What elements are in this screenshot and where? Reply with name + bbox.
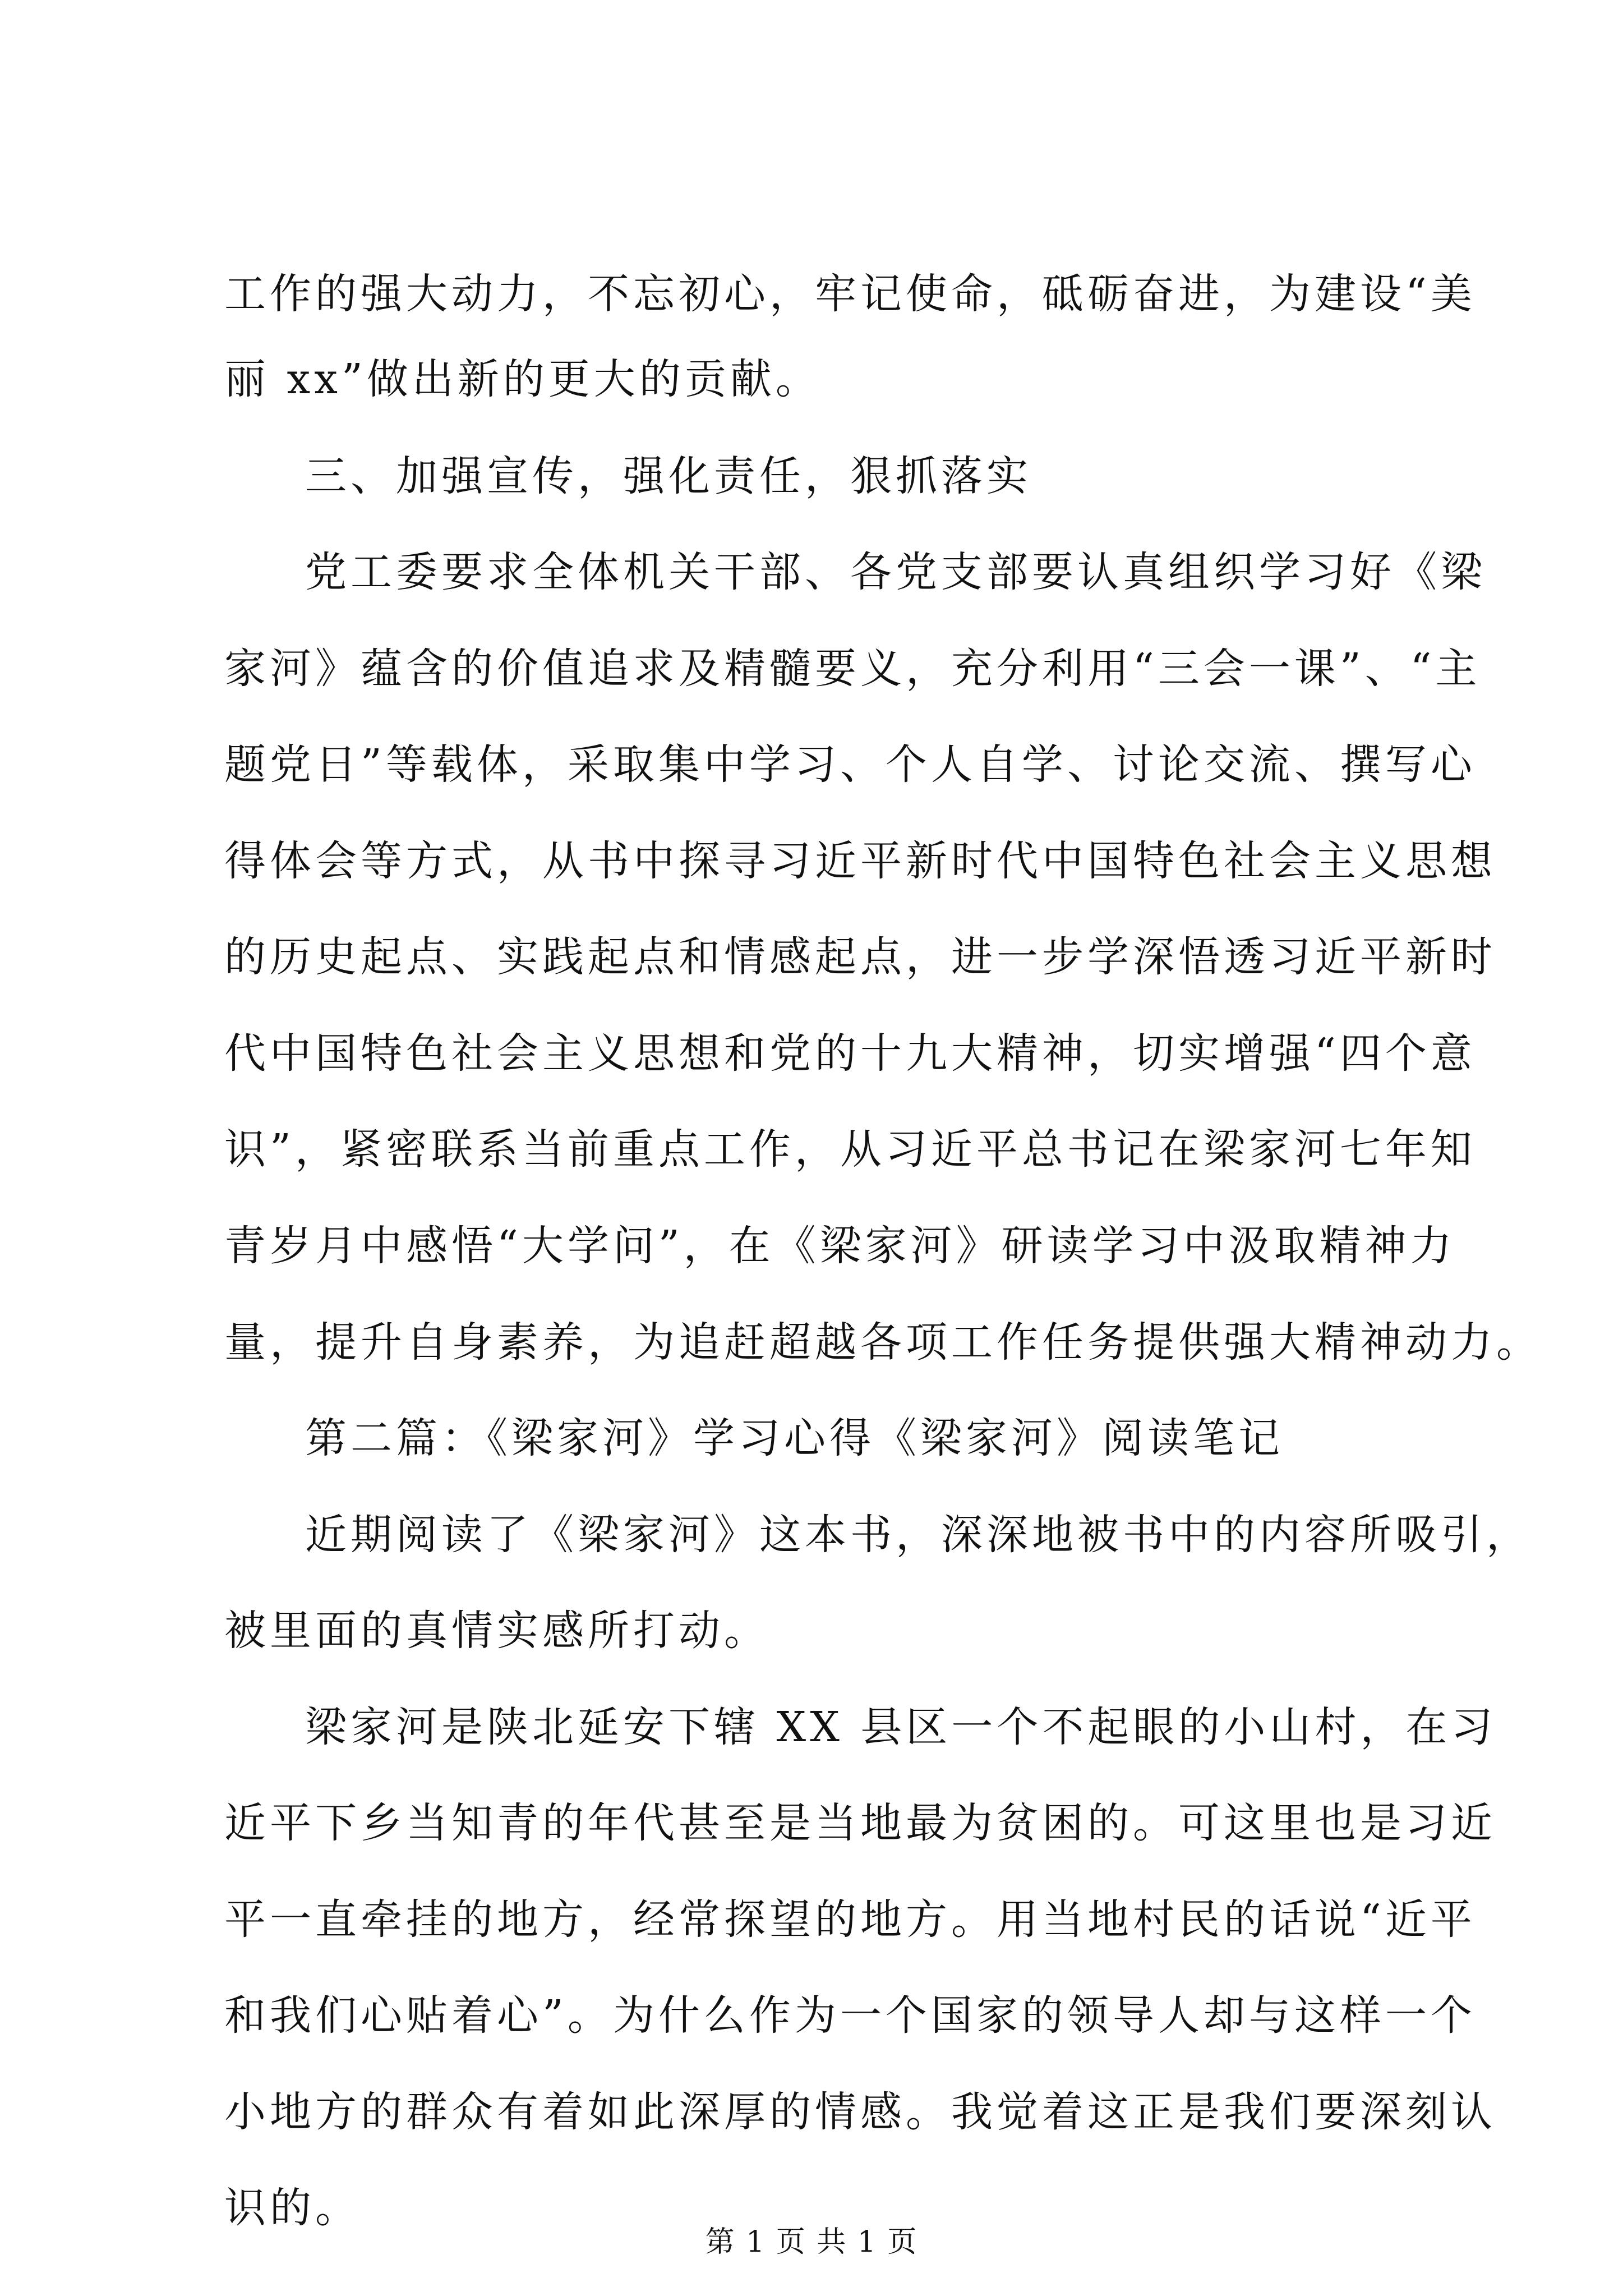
body-text-line: 丽 xx”做出新的更大的贡献。 (224, 355, 821, 403)
body-text-line: 党工委要求全体机关干部、各党支部要认真组织学习好《梁 (305, 548, 1486, 596)
body-text-line: 小地方的群众有着如此深厚的情感。我觉着这正是我们要深刻认 (224, 2088, 1496, 2136)
article-title: 第二篇：《梁家河》学习心得《梁家河》阅读笔记 (305, 1414, 1284, 1462)
body-text-line: 平一直牵挂的地方，经常探望的地方。用当地村民的话说“近平 (224, 1895, 1476, 1944)
body-text-line: 近期阅读了《梁家河》这本书，深深地被书中的内容所吸引， (305, 1511, 1532, 1559)
body-text-line: 和我们心贴着心”。为什么作为一个国家的领导人却与这样一个 (224, 1991, 1476, 2040)
body-text-line: 代中国特色社会主义思想和党的十九大精神，切实增强“四个意 (224, 1029, 1476, 1078)
body-text-line: 梁家河是陕北延安下辖 XX 县区一个不起眼的小山村，在习 (305, 1703, 1497, 1751)
section-heading: 三、加强宣传，强化责任，狠抓落实 (305, 452, 1032, 500)
body-text-line: 得体会等方式，从书中探寻习近平新时代中国特色社会主义思想 (224, 837, 1496, 885)
body-text-line: 家河》蕴含的价值追求及精髓要义，充分利用“三会一课”、“主 (224, 645, 1481, 693)
body-text-line: 题党日”等载体，采取集中学习、个人自学、讨论交流、撰写心 (224, 740, 1476, 789)
body-text-line: 被里面的真情实感所打动。 (224, 1607, 769, 1655)
page-footer: 第 1 页 共 1 页 (705, 2225, 918, 2259)
body-text-line: 青岁月中感悟“大学问”，在《梁家河》研读学习中汲取精神力 (224, 1222, 1456, 1270)
body-text-line: 工作的强大动力，不忘初心，牢记使命，砥砺奋进，为建设“美 (224, 270, 1476, 318)
body-text-line: 识的。 (224, 2184, 361, 2232)
body-text-line: 的历史起点、实践起点和情感起点，进一步学深悟透习近平新时 (224, 933, 1496, 981)
body-text-line: 近平下乡当知青的年代甚至是当地最为贫困的。可这里也是习近 (224, 1799, 1496, 1847)
body-text-line: 识”，紧密联系当前重点工作，从习近平总书记在梁家河七年知 (224, 1125, 1476, 1174)
body-text-line: 量，提升自身素养，为追赶超越各项工作任务提供强大精神动力。 (224, 1318, 1542, 1366)
